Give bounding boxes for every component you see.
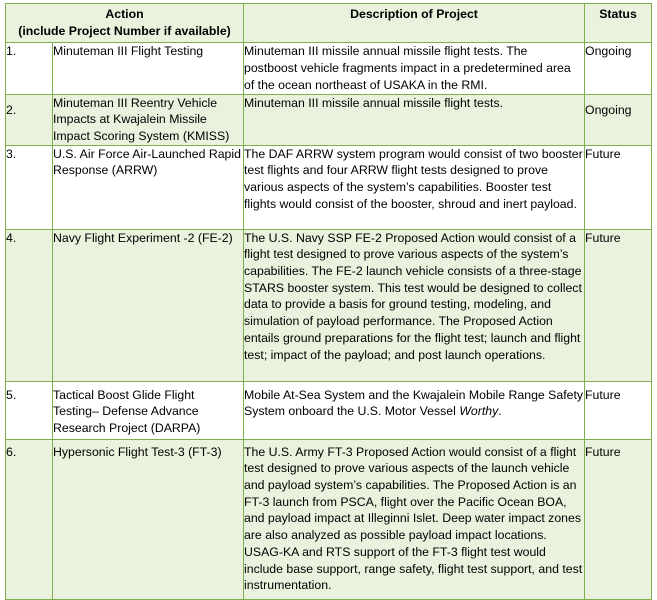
- table-row: [6, 439, 652, 599]
- table-row: [6, 145, 652, 229]
- table-row: [6, 94, 652, 145]
- description-column-header: Description of Project: [244, 4, 585, 43]
- status-column-header: Status: [585, 4, 652, 43]
- vessel-name: Worthy: [459, 404, 499, 419]
- row-description-end: .: [498, 404, 502, 419]
- row-description: The DAF ARRW system program would consist of two booster test flights and four ARRW flight tests designed to prove various aspects of the system’s capabilities. Booster test flights would consist of the booster, shroud and inert payload.: [244, 145, 585, 229]
- row-description-main: Mobile At-Sea System and the Kwajalein Mobile Range Safety System onboard the U.S. Motor Vessel: [244, 387, 584, 419]
- action-column-header: [6, 4, 244, 43]
- row-status: Ongoing: [585, 43, 652, 94]
- row-description: Minuteman III missile annual missile flight tests.: [244, 94, 585, 145]
- row-description: The U.S. Navy SSP FE-2 Proposed Action would consist of a flight test designed to prove various aspects of the system’s capabilities. The FE-2 launch vehicle consists of a three-stage STARS booster system. This test would be designed to collect data to provide a basis for ground testing, modeling, and simulation of payload performance. The Proposed Action entails ground preparations for the flight test; launch and flight test; impact of the payload; and post launch operations.: [244, 229, 585, 381]
- table-row: [6, 43, 652, 94]
- row-number: 3.: [6, 145, 53, 229]
- row-description: [244, 381, 585, 439]
- row-status: Future: [585, 145, 652, 229]
- action-header-title: Action: [105, 7, 144, 21]
- row-action: Hypersonic Flight Test-3 (FT-3): [53, 439, 244, 599]
- row-action: U.S. Air Force Air-Launched Rapid Response (ARRW): [53, 145, 244, 229]
- row-action: Navy Flight Experiment -2 (FE-2): [53, 229, 244, 381]
- row-number: 2.: [6, 94, 53, 145]
- action-header-note: (include Project Number if available): [18, 23, 231, 38]
- row-status: Ongoing: [585, 94, 652, 145]
- row-action: Minuteman III Flight Testing: [53, 43, 244, 94]
- row-status: Future: [585, 381, 652, 439]
- row-status: Future: [585, 439, 652, 599]
- table-row: [6, 229, 652, 381]
- projects-table: [5, 3, 652, 600]
- row-description: The U.S. Army FT-3 Proposed Action would consist of a flight test designed to prove various aspects of the launch vehicle and payload system’s capabilities. The Proposed Action is an FT-3 launch from PSCA, flight over the Pacific Ocean BOA, and payload impact at Illeginni Islet. Deep water impact zones are also analyzed as possible payload impact locations. USAG-KA and RTS support of the FT-3 flight test would include base support, range safety, flight test support, and test instrumentation.: [244, 439, 585, 599]
- row-action: Tactical Boost Glide Flight Testing– Defense Advance Research Project (DARPA): [53, 381, 244, 439]
- row-number: 1.: [6, 43, 53, 94]
- table-header-row: [6, 4, 652, 43]
- row-number: 5.: [6, 381, 53, 439]
- table-row: [6, 381, 652, 439]
- row-number: 4.: [6, 229, 53, 381]
- row-action: Minuteman III Reentry Vehicle Impacts at Kwajalein Missile Impact Scoring System (KMISS): [53, 94, 244, 145]
- row-number: 6.: [6, 439, 53, 599]
- row-description: Minuteman III missile annual missile flight tests. The postboost vehicle fragments impact in a predetermined area of the ocean northeast of USAKA in the RMI.: [244, 43, 585, 94]
- row-status: Future: [585, 229, 652, 381]
